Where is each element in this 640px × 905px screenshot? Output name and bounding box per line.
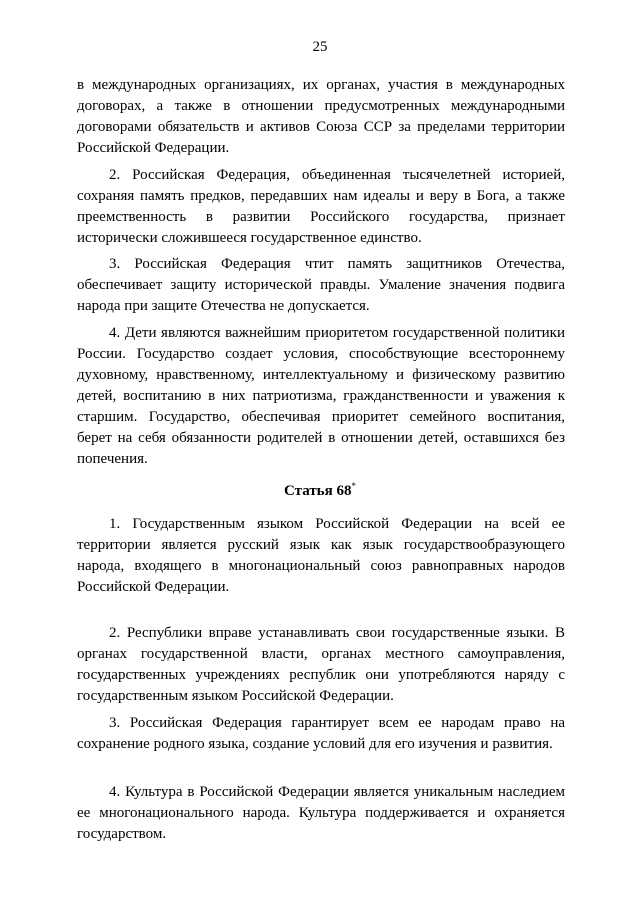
paragraph: 3. Российская Федерация гарантирует всем ее народам право на сохранение родного языка, создание условий для его изучения и развития. [77, 715, 565, 752]
paragraph: в международных организациях, их органах, участия в международных договорах, а также в отношении предусмотренных международными договорами обязательств и активов Союза ССР за пределами территории Российской Федерации. [77, 77, 565, 156]
paragraph: 3. Российская Федерация чтит память защитников Отечества, обеспечивает защиту исторической правды. Умаление значения подвига народа при защите Отечества не допускается. [77, 256, 565, 314]
article-heading [0, 481, 640, 502]
article-title: Статья 68 [284, 483, 352, 499]
paragraph-block [77, 713, 565, 755]
paragraph: 2. Российская Федерация, объединенная тысячелетней историей, сохраняя память предков, передавших нам идеалы и веру в Бога, а также преемственность в развитии Российского государства, признает исторически сложившееся государственное единство. [77, 167, 565, 246]
paragraph-block [77, 323, 565, 470]
paragraph: 1. Государственным языком Российской Федерации на всей ее территории является русский язык как язык государствообразующего народа, входящего в многонациональный союз равноправных народов Российской Федерации. [77, 516, 565, 595]
footnote-mark: * [351, 481, 356, 491]
page-number: 25 [312, 39, 328, 55]
paragraph: 4. Дети являются важнейшим приоритетом государственной политики России. Государство создает условия, способствующие всестороннему духовному, нравственному, интеллектуальному и физическому развитию детей, воспитанию в них патриотизма, гражданственности и уважения к старшим. Государство, обеспечивая приоритет семейного воспитания, берет на себя обязанности родителей в отношении детей, оставшихся без попечения. [77, 325, 565, 467]
paragraph: 4. Культура в Российской Федерации является уникальным наследием ее многонационального народа. Культура поддерживается и охраняется государством. [77, 784, 565, 842]
paragraph-block [77, 165, 565, 249]
paragraph-block [77, 254, 565, 317]
paragraph-block [77, 623, 565, 707]
paragraph: 2. Республики вправе устанавливать свои государственные языки. В органах государственной власти, органах местного самоуправления, государственных учреждениях республик они употребляются наряду с государственным языком Российской Федерации. [77, 625, 565, 704]
paragraph-block [77, 782, 565, 845]
paragraph-continuation [77, 75, 565, 159]
paragraph-block [77, 514, 565, 598]
